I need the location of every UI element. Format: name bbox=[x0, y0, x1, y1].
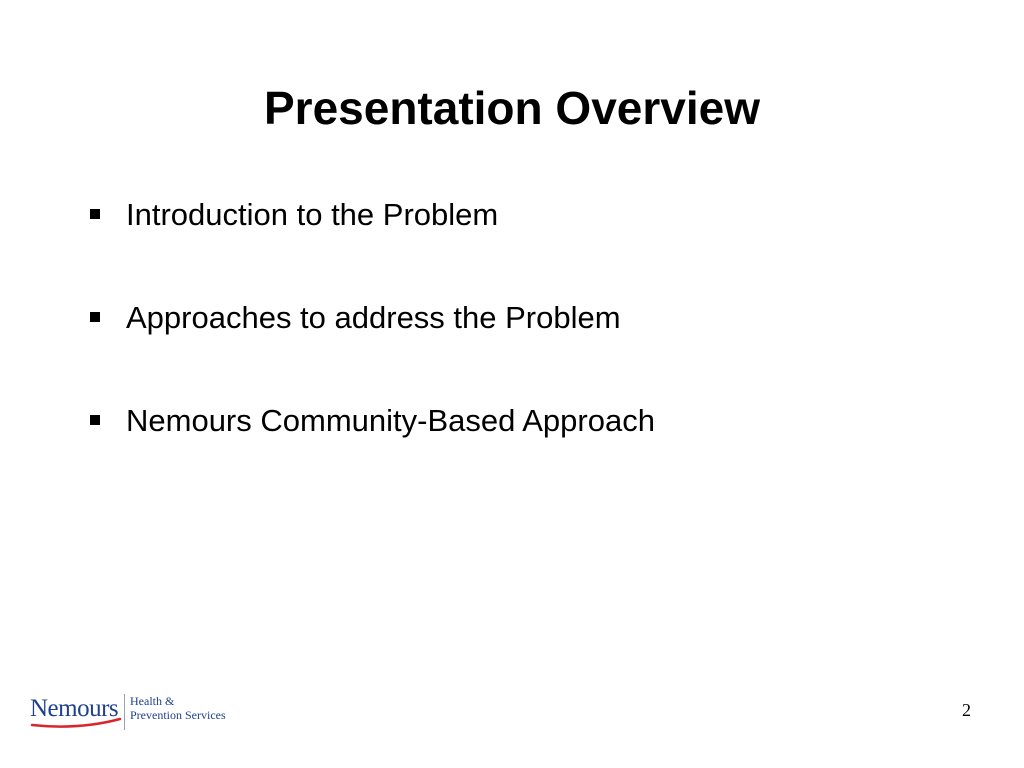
logo-wordmark: Nemours bbox=[30, 695, 119, 722]
bullet-text: Nemours Community-Based Approach bbox=[126, 403, 655, 438]
square-bullet-icon bbox=[90, 312, 100, 322]
page-number: 2 bbox=[962, 700, 971, 720]
bullet-text: Introduction to the Problem bbox=[126, 197, 499, 232]
logo-subtitle-line-1: Health & bbox=[130, 694, 175, 708]
logo-subtitle bbox=[130, 694, 226, 722]
square-bullet-icon bbox=[90, 415, 100, 425]
logo-subtitle-line-2: Prevention Services bbox=[130, 708, 226, 722]
logo-swoosh-icon bbox=[30, 717, 122, 729]
square-bullet-icon bbox=[90, 209, 100, 219]
slide-title: Presentation Overview bbox=[264, 82, 760, 134]
bullet-text: Approaches to address the Problem bbox=[126, 300, 621, 335]
nemours-logo bbox=[30, 690, 250, 750]
logo-divider bbox=[124, 694, 125, 730]
